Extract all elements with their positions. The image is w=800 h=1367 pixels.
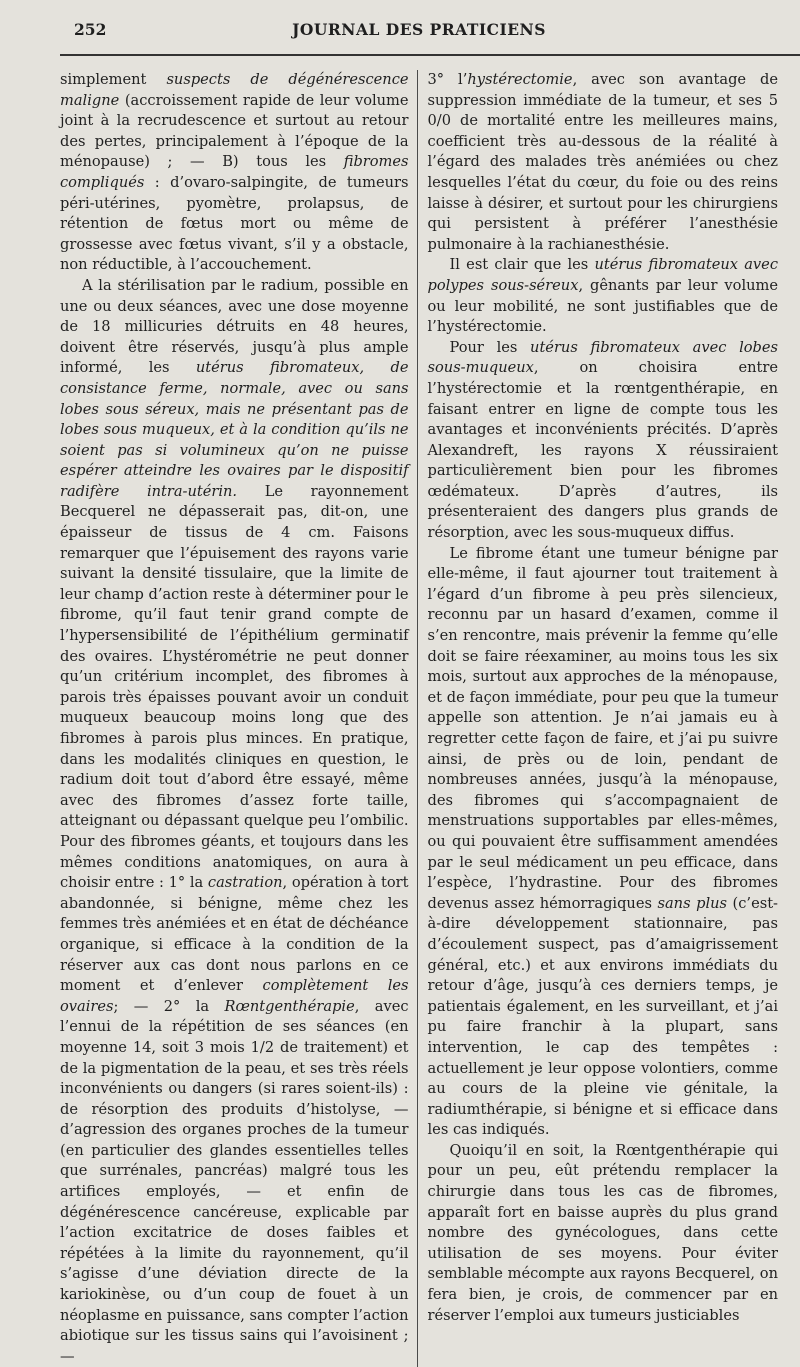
page-number: 252 xyxy=(74,20,107,39)
text-run: Il est clair que les xyxy=(449,256,595,274)
italic-text: fibromes compliqués xyxy=(60,153,409,191)
journal-title: JOURNAL DES PRATICIENS xyxy=(292,20,546,39)
text-run: ; — 2° la xyxy=(113,997,225,1015)
italic-text: utérus fibromateux avec polypes sous-séreux xyxy=(427,256,778,294)
right-column xyxy=(418,70,778,1367)
text-run: , avec l’ennui de la répétition de ses séances (en moyenne 14, soit 3 mois 1/2 de traitement) et de la pigmentation de la peau, et ses très réels inconvénients ou dangers (si rares soient-ils) : de résorption des produits d’histolyse, — d’agression des organes proches de la tumeur (en particulier des glandes essentielles telles que surrénales, pancréas) malgré tous les artifices employés, — et enfin de dégénérescence cancéreuse, explicable par l’action excitatrice de doses faibles et répétées à la limite du rayonnement, qu’il s’agisse d’une déviation directe de la kariokinèse, ou d’un coup de fouet à un néoplasme en puissance, sans compter l’action abiotique sur les tissus sains qui l’avoisinent ; — xyxy=(60,997,409,1365)
paragraph xyxy=(428,70,778,255)
left-column xyxy=(60,70,417,1367)
italic-text: castration xyxy=(207,874,283,892)
text-run: Le rayonnement Becquerel ne dépasserait pas, dit-on, une épaisseur de tissus de 4 cm. Faisons remarquer que l’épuisement des rayons varie suivant la densité tissulaire, que la limite de leur champ d’action reste à déterminer pour le fibrome, qu’il faut tenir grand compte de l’hypersensibilité de l’épithélium germinatif des ovaires. L’hystérométrie ne peut donner qu’un critérium incomplet, des fibromes à parois très épaisses pouvant avoir un conduit muqueux beaucoup moins long que des fibromes à parois plus minces. En pratique, dans les modalités cliniques en question, le radium doit tout d’abord être essayé, même avec des fibromes d’assez forte taille, atteignant ou dépassant quelque peu l’ombilic. Pour des fibromes géants, et toujours dans les mêmes conditions anatomiques, on aura à choisir entre : 1° la xyxy=(60,482,409,892)
page-header xyxy=(60,20,778,44)
italic-text: Rœntgenthérapie xyxy=(224,997,355,1015)
text-run: : d’ovaro-salpingite, de tumeurs péri-utérines, pyomètre, prolapsus, de rétention de fœtus mort ou même de grossesse avec fœtus vivant, s’il y a obstacle, non réductible, à l’accouchement. xyxy=(60,173,409,274)
text-run: (c’est-à-dire développement stationnaire, pas d’écoulement suspect, pas d’amaigrissement général, etc.) et aux environs immédiats du retour d’âge, jusqu’à ces derniers temps, je patientais également, en les surveillant, et j’ai pu faire franchir à la plupart, sans intervention, le cap des tempêtes : actuellement je leur oppose volontiers, comme au cours de la pleine vie génitale, la radiumthérapie, si bénigne et si efficace dans les cas indiqués. xyxy=(427,894,778,1139)
italic-text: utérus fibromateux avec lobes sous-muqueux xyxy=(427,338,778,377)
text-run: , on choisira entre l’hystérectomie et la rœntgenthérapie, en faisant entrer en ligne de compte tous les avantages et inconvénients précités. D’après Alexandreft, les rayons X réussiraient particulièrement bien pour les fibromes œdémateux. D’après d’autres, ils présenteraient des dangers plus grands de résorption, avec les sous-muqueux diffus. xyxy=(427,359,778,542)
text-run: Pour les xyxy=(449,338,531,356)
text-run: , avec son avantage de suppression immédiate de la tumeur, et ses 5 0/0 de mortalité entre les meilleures mains, coefficient très au-dessous de la réalité à l’égard des malades très anémiées ou chez lesquelles l’état du cœur, du foie ou des reins laisse à désirer, et surtout pour les chirurgiens qui persistent à préférer l’anesthésie pulmonaire à la rachianesthésie. xyxy=(427,71,778,253)
text-run: , opération à tort abandonnée, si bénigne, même chez les femmes très anémiées et en état de déchéance organique, si efficace à la condition de la réserver aux cas dont nous parlons en ce moment et d’enlever xyxy=(60,874,409,995)
paragraph xyxy=(428,544,778,1141)
text-run: simplement xyxy=(60,71,167,88)
text-run: , gênants par leur volume ou leur mobilité, ne sont justifiables que de l’hystérectomie. xyxy=(427,276,778,336)
italic-text: sans plus xyxy=(657,894,728,912)
text-run: Le fibrome étant une tumeur bénigne par elle-même, il faut ajourner tout traitement à l’égard d’un fibrome à peu près silencieux, reconnu par un hasard d’examen, comme il s’en rencontre, mais prévenir la femme qu’elle doit se faire réexaminer, au moins tous les six mois, surtout aux approches de la ménopause, et de façon immédiate, pour peu que la tumeur appelle son attention. Je n’ai jamais eu à regretter cette façon de faire, et j’ai pu suivre ainsi, de près ou de loin, pendant de nombreuses années, jusqu’à la ménopause, des fibromes qui s’accompagnaient de menstruations supportables par elles-mêmes, ou qui pouvaient être suffisamment amendées par le seul médicament un peu efficace, dans l’espèce, l’hydrastine. Pour des fibromes devenus assez hémorragiques xyxy=(427,544,778,912)
header-rule xyxy=(60,54,800,56)
text-run: Quoiqu’il en soit, la Rœntgenthérapie qui pour un peu, eût prétendu remplacer la chirurgie dans tous les cas de fibromes, apparaît fort en baisse auprès du plus grand nombre des gynécologues, dans cette utilisation de ses moyens. Pour éviter semblable mécompte aux rayons Becquerel, on fera bien, je crois, de commencer par en réserver l’emploi aux tumeurs justiciables xyxy=(427,1141,778,1324)
text-run: 3° l’ xyxy=(427,71,468,88)
italic-text: utérus fibromateux, de consistance ferme, normale, avec ou sans lobes sous séreux, mais ne présentant pas de lobes sous muqueux, et à la condition qu’ils ne soient pas si volumineux qu’on ne puisse espérer atteindre les ovaires par le dispositif radifère intra-utérin. xyxy=(60,359,409,500)
paragraph xyxy=(428,255,778,337)
italic-text: complètement les ovaires xyxy=(60,977,409,1015)
paragraph xyxy=(428,338,778,544)
italic-text: hystérectomie xyxy=(467,71,573,88)
paragraph xyxy=(428,1141,778,1326)
text-run: A la stérilisation par le radium, possible en une ou deux séances, avec une dose moyenne de 18 millicuries détruits en 48 heures, doivent être réservés, jusqu’à plus ample informé, les xyxy=(60,276,409,377)
text-run: (accroissement rapide de leur volume joint à la recrudescence et surtout au retour des pertes, principalement à l’époque de la ménopause) ; — B) tous les xyxy=(60,91,409,171)
italic-text: suspects de dégénérescence maligne xyxy=(60,71,409,109)
paragraph xyxy=(60,276,409,1367)
paragraph xyxy=(60,70,409,276)
text-columns xyxy=(60,70,778,1367)
